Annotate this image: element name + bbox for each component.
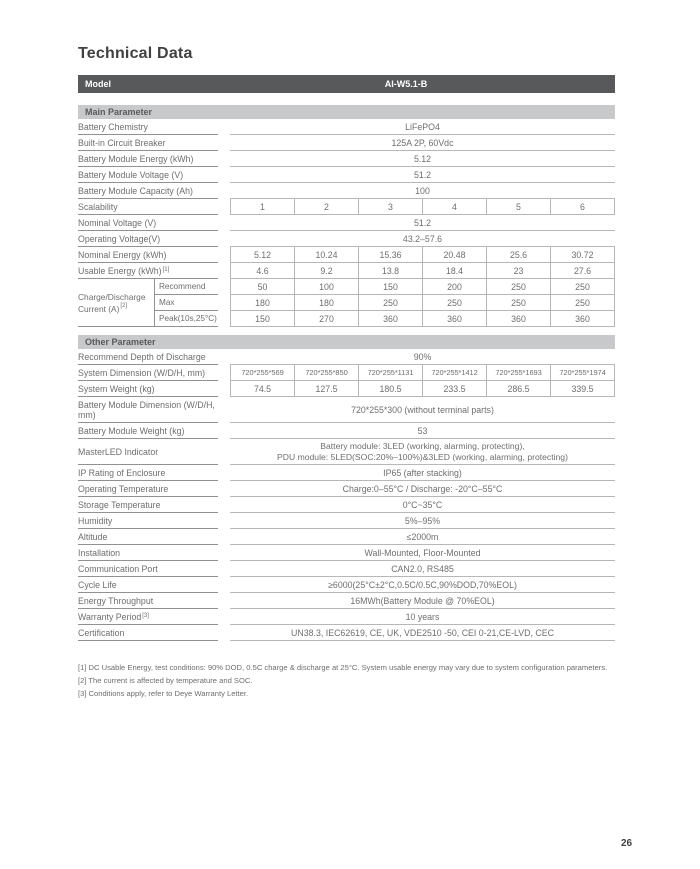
value-cell: 180.5 — [359, 381, 423, 396]
row-label: Nominal Energy (kWh) — [78, 247, 218, 263]
sub-row-label: Recommend — [155, 279, 218, 295]
table-row — [78, 349, 615, 365]
value-cell: 150 — [231, 311, 295, 326]
row-label: Storage Temperature — [78, 497, 218, 513]
row-label: Energy Throughput — [78, 593, 218, 609]
row-value: 10 years — [230, 609, 615, 625]
value-cell: 13.8 — [359, 263, 423, 278]
value-cell: 150 — [359, 279, 423, 294]
value-cell: 6 — [580, 201, 585, 212]
table-row — [78, 625, 615, 641]
value-cell: 233.5 — [423, 381, 487, 396]
value-cell: 250 — [575, 297, 590, 308]
footnote: [1] DC Usable Energy, test conditions: 90% DOD, 0.5C charge & discharge at 25°C. System usable energy may vary due to system configuration parameters. — [78, 663, 608, 672]
table-row — [78, 529, 615, 545]
value-cell: 4.6 — [231, 263, 295, 278]
row-label: Operating Voltage(V) — [78, 231, 218, 247]
value-cell: 180 — [295, 295, 359, 310]
sub-row-label: Peak(10s,25°C) — [155, 311, 218, 327]
row-value: 90% — [230, 349, 615, 365]
value-cell: 286.5 — [487, 381, 551, 396]
value-cell: 720*255*850 — [295, 365, 359, 380]
table-row — [78, 561, 615, 577]
table-row — [78, 545, 615, 561]
row-label: Built-in Circuit Breaker — [78, 135, 218, 151]
table-row-group-charge-discharge — [78, 279, 615, 327]
value-cell: 3 — [359, 199, 423, 214]
row-value: 51.2 — [230, 215, 615, 231]
row-value: 43.2–57.6 — [230, 231, 615, 247]
model-header-bar — [78, 75, 615, 93]
row-value-line: PDU module: 5LED(SOC:20%–100%)&3LED (working, alarming, protecting) — [277, 451, 568, 462]
value-cell: 27.6 — [573, 265, 592, 276]
value-cell: 2 — [295, 199, 359, 214]
footnote: [2] The current is affected by temperature and SOC. — [78, 676, 253, 685]
row-value: CAN2.0, RS485 — [230, 561, 615, 577]
value-cell: 180 — [231, 295, 295, 310]
value-cell: 250 — [575, 281, 590, 292]
row-label-text: Usable Energy (kWh) — [78, 265, 162, 276]
row-value: 51.2 — [230, 167, 615, 183]
sub-row-label: Max — [155, 295, 218, 311]
footnote-ref: [1] — [162, 266, 170, 273]
row-value: 5%–95% — [230, 513, 615, 529]
section-header-main-parameter: Main Parameter — [78, 105, 615, 119]
value-cell: 200 — [423, 279, 487, 294]
row-label: Cycle Life — [78, 577, 218, 593]
value-cell: 339.5 — [571, 383, 594, 394]
value-cell: 50 — [231, 279, 295, 294]
row-label-text: Charge/Discharge — [78, 291, 146, 302]
table-row — [78, 231, 615, 247]
table-row — [78, 397, 615, 423]
row-value: 16MWh(Battery Module @ 70%EOL) — [230, 593, 615, 609]
section-header-other-parameter: Other Parameter — [78, 335, 615, 349]
row-value: 125A 2P, 60Vdc — [230, 135, 615, 151]
value-cell: 720*255*1693 — [487, 365, 551, 380]
table-row — [78, 167, 615, 183]
row-label: Communication Port — [78, 561, 218, 577]
row-value: LiFePO4 — [230, 119, 615, 135]
row-label: Battery Module Dimension (W/D/H, mm) — [78, 397, 218, 423]
row-value: 720*255*300 (without terminal parts) — [230, 397, 615, 423]
row-label-text: Current (A) — [78, 303, 120, 314]
value-cell: 1 — [231, 199, 295, 214]
table-row — [78, 439, 615, 465]
value-cell: 30.72 — [571, 249, 594, 260]
table-row — [78, 247, 615, 263]
row-values — [230, 199, 615, 215]
value-cell: 5 — [487, 199, 551, 214]
table-row — [78, 497, 615, 513]
model-header-label: Model — [85, 79, 111, 89]
row-label: Humidity — [78, 513, 218, 529]
row-values — [230, 311, 615, 327]
footnotes — [78, 661, 615, 700]
table-row — [78, 135, 615, 151]
value-cell: 10.24 — [295, 247, 359, 262]
row-label: Operating Temperature — [78, 481, 218, 497]
row-label: Battery Module Weight (kg) — [78, 423, 218, 439]
datasheet-page — [78, 45, 615, 700]
row-value-line: Battery module: 3LED (working, alarming, protecting), — [320, 440, 525, 451]
value-cell: 9.2 — [295, 263, 359, 278]
row-values — [230, 263, 615, 279]
footnote-ref: [3] — [142, 612, 149, 619]
row-label — [78, 263, 218, 279]
row-value: ≥6000(25°C±2°C,0.5C/0.5C,90%DOD,70%EOL) — [230, 577, 615, 593]
value-cell: 250 — [487, 295, 551, 310]
row-value: Charge:0–55°C / Discharge: -20°C–55°C — [230, 481, 615, 497]
value-cell: 127.5 — [295, 381, 359, 396]
table-row — [78, 593, 615, 609]
value-cell: 20.48 — [423, 247, 487, 262]
footnote: [3] Conditions apply, refer to Deye Warranty Letter. — [78, 689, 249, 698]
value-cell: 15.36 — [359, 247, 423, 262]
value-cell: 360 — [487, 311, 551, 326]
value-cell: 720*255*569 — [231, 365, 295, 380]
table-row — [78, 481, 615, 497]
row-values — [230, 279, 615, 295]
value-cell: 100 — [295, 279, 359, 294]
model-name: AI-W5.1-B — [384, 79, 428, 89]
row-values — [230, 295, 615, 311]
page-title: Technical Data — [78, 45, 193, 62]
row-value: UN38.3, IEC62619, CE, UK, VDE2510 -50, CEI 0-21,CE-LVD, CEC — [230, 625, 615, 641]
table-row — [78, 151, 615, 167]
value-cell: 360 — [575, 313, 590, 324]
value-cell: 250 — [487, 279, 551, 294]
value-cell: 250 — [423, 295, 487, 310]
row-label: Battery Module Energy (kWh) — [78, 151, 218, 167]
table-row — [78, 215, 615, 231]
row-label: Nominal Voltage (V) — [78, 215, 218, 231]
table-row — [78, 381, 615, 397]
row-label: Scalability — [78, 199, 218, 215]
row-label-text: Warranty Period — [78, 611, 142, 622]
value-cell: 5.12 — [231, 247, 295, 262]
row-label: Certification — [78, 625, 218, 641]
row-values — [230, 365, 615, 381]
value-cell: 18.4 — [423, 263, 487, 278]
value-cell: 4 — [423, 199, 487, 214]
table-row — [78, 609, 615, 625]
row-label: Battery Chemistry — [78, 119, 218, 135]
table-row — [78, 365, 615, 381]
sub-label-column — [154, 279, 218, 327]
row-value: 100 — [230, 183, 615, 199]
value-cell: 23 — [487, 263, 551, 278]
page-number: 26 — [621, 838, 633, 849]
value-cell: 360 — [359, 311, 423, 326]
footnote-ref: [2] — [120, 302, 128, 309]
row-label: Installation — [78, 545, 218, 561]
value-cell: 25.6 — [487, 247, 551, 262]
table-row — [78, 119, 615, 135]
row-label: System Dimension (W/D/H, mm) — [78, 365, 218, 381]
row-value: 5.12 — [230, 151, 615, 167]
value-cell: 270 — [295, 311, 359, 326]
row-value: Wall-Mounted, Floor-Mounted — [230, 545, 615, 561]
row-value: IP65 (after stacking) — [230, 465, 615, 481]
row-values — [230, 381, 615, 397]
table-row — [78, 465, 615, 481]
value-cell: 720*255*1412 — [423, 365, 487, 380]
row-value: ≤2000m — [230, 529, 615, 545]
value-cell: 360 — [423, 311, 487, 326]
row-label: IP Rating of Enclosure — [78, 465, 218, 481]
sub-row-values — [230, 279, 615, 327]
row-label-text — [78, 302, 154, 314]
row-label: Battery Module Capacity (Ah) — [78, 183, 218, 199]
value-cell: 720*255*1974 — [559, 368, 606, 377]
row-label: Battery Module Voltage (V) — [78, 167, 218, 183]
table-row — [78, 577, 615, 593]
row-values — [230, 247, 615, 263]
value-cell: 250 — [359, 295, 423, 310]
row-label: Altitude — [78, 529, 218, 545]
value-cell: 74.5 — [231, 381, 295, 396]
row-value — [230, 439, 615, 465]
table-row — [78, 423, 615, 439]
row-label: Recommend Depth of Discharge — [78, 349, 218, 365]
table-row — [78, 199, 615, 215]
row-value: 0°C~35°C — [230, 497, 615, 513]
row-value: 53 — [230, 423, 615, 439]
row-label: MasterLED Indicator — [78, 439, 218, 465]
row-label — [78, 279, 154, 327]
row-label: System Weight (kg) — [78, 381, 218, 397]
table-row — [78, 263, 615, 279]
table-row — [78, 183, 615, 199]
table-row — [78, 513, 615, 529]
row-label — [78, 609, 218, 625]
value-cell: 720*255*1131 — [359, 365, 423, 380]
